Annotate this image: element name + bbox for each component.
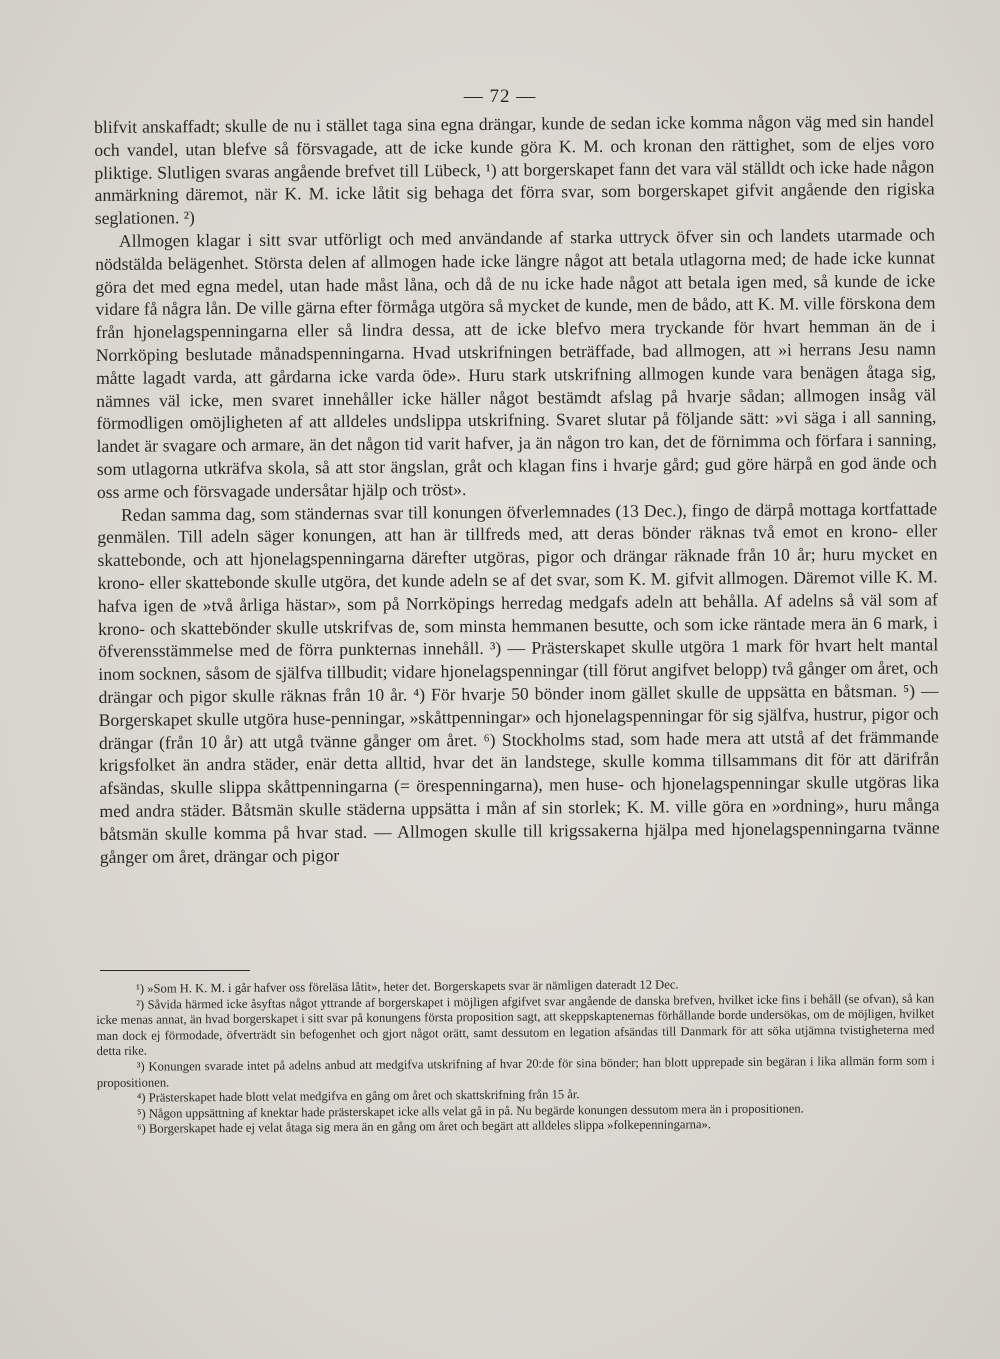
- paragraph-1: blifvit anskaffadt; skulle de nu i stället taga sina egna drängar, kunde de sedan icke komma någon väg med sin handel och vandel, utan blefve så försvagade, att de icke kunde göra K. M. och kronan den rättighet, som de eljes voro pliktige. Slutligen svaras angående brefvet till Lübeck, ¹) att borgerskapet fann det vara väl ställdt och icke hade någon anmärkning däremot, när K. M. icke låtit sig behaga det förra svar, som borgerskapet gifvit angående den rigiska seglationen. ²): [94, 110, 935, 229]
- footnote-separator: [100, 970, 250, 971]
- footnote-6: ⁶) Borgerskapet hade ej velat åtaga sig mera än en gång om året och begärt att alldeles slippa »folkepenningarna».: [137, 1117, 712, 1137]
- paragraph-2: Allmogen klagar i sitt svar utförligt och med användande af starka uttryck öfver sin och landets utarmade och nödstälda belägenhet. Största delen af allmogen hade icke längre något att betala utlagorna med; de hade icke kunnat göra det med egna medel, utan hade måst låna, och då de nu icke hade något att betala igen med, så kunde de icke vidare få några lån. De ville gärna efter förmåga utgöra så mycket de kunde, men de bådo, att K. M. ville förskona dem från hjonelagspenningarna eller så lindra dessa, att de icke blefvo mera tryckande för hvart hemman än de i Norrköping beslutade månadspenningarna. Hvad utskrifningen beträffade, bad allmogen, att »i herrans Jesu namn måtte lagadt varda, att gårdarna icke varda öde». Huru stark utskrifning allmogen kunde vara benägen åtaga sig, nämnes väl icke, men svaret innehåller icke häller något bestämdt afslag på hvarje sådan; allmogen insåg väl förmodligen omöjligheten af att alldeles undslippa utskrifning. Svaret slutar på följande sätt: »vi säga i all sanning, landet är svagare och armare, än det någon tid varit hafver, ja än någon tro kan, det de förnimma och förfara i sanning, som utlagorna utkräfva skola, så att stor ängslan, gråt och klagan fins i hvarje gård; gud göre härpå en god ände och oss arme och försvagade undersåtar hjälp och tröst».: [95, 224, 937, 502]
- footnotes: [96, 971, 935, 1138]
- body-text: [94, 109, 940, 868]
- footnote-2: ²) Såvida härmed icke åsyftas något yttrande af borgerskapet i möjligen afgifvet svar angående de danska brefven, hvilket icke fins i behåll (se ofvan), så kan icke menas annat, än hvad borgerskapet i sitt svar på konungens första proposition sagt, att skeppskaptenernas förhållande borde undersökas, om de möjligen, hvilket man dock ej förmodade, öfverträdt sin befogenhet och gjort något orätt, samt dessutom en legation afsändas till Danmark för att söka utjämna tvistigheterna med detta rike.: [96, 991, 935, 1059]
- footnote-5: ⁵) Någon uppsättning af knektar hade prästerskapet icke alls velat gå in på. Nu begärde konungen dessutom mera än i propositionen.: [137, 1101, 804, 1121]
- footnote-3: ³) Konungen svarade intet på adelns anbud att medgifva utskrifning af hvar 20:de för sina bönder; han blott upprepade sin begäran i lika allmän form som i propositionen.: [96, 1053, 935, 1090]
- footnote-1: ¹) »Som H. K. M. i går hafver oss föreläsa låtit», heter det. Borgerskapets svar är nämligen dateradt 12 Dec.: [136, 977, 679, 996]
- footnote-4: ⁴) Prästerskapet hade blott velat medgifva en gång om året och skattskrifning från 15 år.: [136, 1087, 580, 1105]
- paragraph-3: Redan samma dag, som ständernas svar till konungen öfverlemnades (13 Dec.), fingo de därpå mottaga kortfattade genmälen. Till adeln säger konungen, att han är tillfreds med, att deras bönder räknas två emot en krono- eller skattebonde, och att hjonelagspenningarna därefter utgöras, pigor och drängar räknade från 10 år; huru mycket en krono- eller skattebonde skulle utgöra, det kunde adeln se af det svar, som K. M. gifvit allmogen. Däremot ville K. M. hafva igen de »två årliga hästar», som på Norrköpings herredag medgafs adeln att behålla. Af adelns så väl som af krono- och skattebönder skulle utskrifvas de, som minsta hemmanen besutte, och som icke räntade mera än 6 mark, i öfverensstämmelse med de förra punkternas innehåll. ³) — Prästerskapet skulle utgöra 1 mark för hvart helt mantal inom socknen, såsom de själfva tillbudit; vidare hjonelagspenningar (till förut angifvet belopp) två gånger om året, och drängar och pigor skulle räknas från 10 år. ⁴) För hvarje 50 bönder inom gället skulle de uppsätta en båtsman. ⁵) — Borgerskapet skulle utgöra huse-penningar, »skåttpenningar» och hjonelagspenningar för sig själfva, hustrur, pigor och drängar (från 10 år) att utgå tvänne gånger om året. ⁶) Stockholms stad, som hade mera att utstå af det främmande krigsfolket än andra städer, enär detta alltid, hvar det än landstege, skulle komma tillsammans dit för att därifrån afsändas, skulle slippa skåttpenningarna (= örespenningarna), men huse- och hjonelagspenningar skulle utgöras lika med andra städer. Båtsmän skulle städerna uppsätta i mån af sin storlek; K. M. ville göra en »ordning», huru många båtsmän skulle komma på hvar stad. — Allmogen skulle till krigssakerna hjälpa med hjonelagspenningarna tvänne gånger om året, drängar och pigor: [97, 497, 940, 867]
- page-number: — 72 —: [463, 86, 537, 107]
